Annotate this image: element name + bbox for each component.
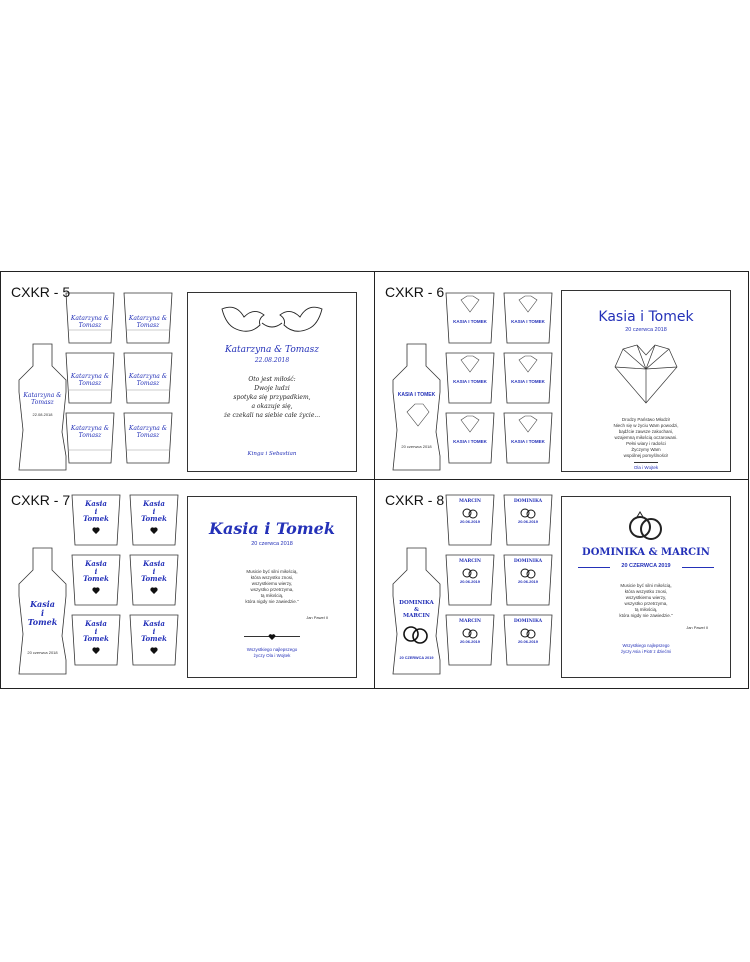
glass-names: Katarzyna & Tomasz	[70, 373, 110, 387]
glass-names: MARCIN	[458, 619, 481, 624]
glass-names: KASIA I TOMEK	[453, 379, 487, 384]
wedding-rings-icon	[624, 509, 668, 541]
glass	[129, 614, 179, 666]
card-date: 20 CZERWCA 2019	[621, 563, 671, 569]
bottle-names: Katarzyna & Tomasz	[23, 392, 62, 407]
glass-date: 20.06.2019	[517, 519, 539, 524]
panel-cxkr-6[interactable]	[375, 272, 749, 479]
product-grid	[0, 271, 749, 689]
bottle-date: 20 CZERWCA 2019	[399, 656, 434, 660]
glass-names: DOMINIKA	[513, 499, 543, 504]
card-wishes: Wszystkiego najlepszego życzy Ola i Wojtek	[246, 647, 298, 659]
glass	[71, 614, 121, 666]
glass-date: 20.06.2019	[517, 639, 539, 644]
card-poem: Oto jest miłość: Dwoje ludzi spotyka się przypadkiem, a okazuje się, że czekali na siebie całe życie...	[223, 376, 321, 419]
card-wishes: Wszystkiego najlepszego życzy Asia i Piotr z dziećmi	[620, 643, 672, 654]
glass-names: KASIA I TOMEK	[453, 319, 487, 324]
glass-outline-icon	[503, 412, 553, 464]
glass-names: MARCIN	[458, 559, 481, 564]
glass	[123, 352, 173, 404]
glass-names: Katarzyna & Tomasz	[70, 425, 110, 439]
greeting-card	[561, 496, 731, 678]
glass-names: DOMINIKA	[513, 619, 543, 624]
panel-cxkr-8[interactable]	[375, 480, 749, 687]
heart-icon	[268, 633, 276, 641]
glass	[123, 412, 173, 464]
glass	[503, 554, 553, 606]
bottle-date: 22.08.2018	[32, 412, 53, 417]
glass	[503, 614, 553, 666]
glass-names: Kasia i Tomek	[83, 619, 109, 644]
glass	[71, 494, 121, 546]
glass-outline-icon	[445, 352, 495, 404]
geometric-heart-icon	[611, 339, 681, 409]
glass	[445, 412, 495, 464]
glass	[503, 292, 553, 344]
glass-outline-icon	[503, 292, 553, 344]
bottle-names: Kasia i Tomek	[27, 599, 58, 627]
greeting-card	[561, 290, 731, 472]
glass-names: Kasia i Tomek	[141, 559, 167, 584]
greeting-card	[187, 496, 357, 678]
glass	[445, 352, 495, 404]
card-author: Jan Paweł II	[306, 615, 328, 620]
glass-names: KASIA I TOMEK	[511, 379, 545, 384]
glass-date: 20.06.2019	[517, 579, 539, 584]
card-poem: Musicie być silni miłością, która wszystko znosi, wszystkiemu wierzy, wszystko przetrzyma, tą miłością, która nigdy nie zawiedzie."	[245, 569, 299, 605]
glass	[445, 292, 495, 344]
glass-outline-icon	[503, 352, 553, 404]
glass-outline-icon	[445, 412, 495, 464]
product-code: CXKR - 6	[385, 284, 445, 300]
glass	[71, 554, 121, 606]
product-code: CXKR - 5	[11, 284, 71, 300]
decanter-outline-icon	[15, 342, 70, 472]
glass-date: 20.06.2019	[459, 579, 481, 584]
bottle-names: DOMINIKA & MARCIN	[399, 600, 434, 620]
panel-cxkr-7[interactable]	[1, 480, 375, 687]
card-poem: Musicie być silni miłością, która wszystko znosi, wszystkiemu wierzy, wszystko przetrzyma, tą miłością, która nigdy nie zawiedzie."	[619, 583, 673, 619]
decanter	[389, 546, 444, 680]
glass	[503, 352, 553, 404]
card-date: 20 czerwca 2018	[251, 541, 293, 547]
glass	[123, 292, 173, 344]
card-signature: Ola i Wojtek	[633, 465, 659, 470]
glass-names: KASIA I TOMEK	[511, 319, 545, 324]
product-code: CXKR - 8	[385, 492, 445, 508]
product-code: CXKR - 7	[11, 492, 71, 508]
decanter	[15, 342, 70, 472]
bottle-date: 20 czerwca 2018	[401, 444, 432, 449]
card-signature: Kinga i Sebastian	[247, 451, 297, 457]
glass	[129, 494, 179, 546]
glass-names: Katarzyna & Tomasz	[128, 315, 168, 329]
card-names: Katarzyna & Tomasz	[224, 345, 320, 355]
glass-names: Katarzyna & Tomasz	[70, 315, 110, 329]
card-names: DOMINIKA & MARCIN	[582, 547, 710, 558]
glass-names: KASIA I TOMEK	[453, 439, 487, 444]
doves-icon	[212, 299, 332, 343]
glass	[445, 554, 495, 606]
card-date: 20 czerwca 2018	[625, 327, 667, 333]
glass-names: Kasia i Tomek	[141, 619, 167, 644]
glass-names: KASIA I TOMEK	[511, 439, 545, 444]
panel-cxkr-5[interactable]	[1, 272, 375, 479]
glass-date: 20.06.2019	[459, 519, 481, 524]
glass	[129, 554, 179, 606]
card-names: Kasia i Tomek	[209, 519, 335, 538]
glass-names: DOMINIKA	[513, 559, 543, 564]
glass-names: MARCIN	[458, 499, 481, 504]
card-author: Jan Paweł II	[686, 625, 708, 630]
glass-names: Katarzyna & Tomasz	[128, 425, 168, 439]
decanter	[15, 546, 70, 680]
card-divider	[634, 462, 658, 463]
card-poem: Drodzy Państwo Młodzi! Niech się w życiu Wam powodzi, bądźcie zawsze zakochani, wzajemną miłością oczarowani. Pełni wiary i radości Życzymy Wam wspólnej pomyślności!	[613, 417, 679, 459]
glass-date: 20.06.2019	[459, 639, 481, 644]
glass-names: Katarzyna & Tomasz	[128, 373, 168, 387]
glass-names: Kasia i Tomek	[83, 499, 109, 524]
glass	[445, 614, 495, 666]
glass	[65, 352, 115, 404]
decanter-outline-icon	[389, 342, 444, 472]
glass	[503, 494, 553, 546]
glass-names: Kasia i Tomek	[141, 499, 167, 524]
decanter	[389, 342, 444, 472]
glass-names: Kasia i Tomek	[83, 559, 109, 584]
greeting-card	[187, 292, 357, 472]
bottle-date: 20 czerwca 2018	[27, 650, 58, 655]
card-date: 22.08.2018	[254, 357, 290, 364]
glass	[65, 412, 115, 464]
glass	[445, 494, 495, 546]
card-names: Kasia i Tomek	[598, 309, 694, 325]
glass	[65, 292, 115, 344]
glass	[503, 412, 553, 464]
glass-outline-icon	[445, 292, 495, 344]
bottle-names: KASIA I TOMEK	[397, 392, 436, 398]
